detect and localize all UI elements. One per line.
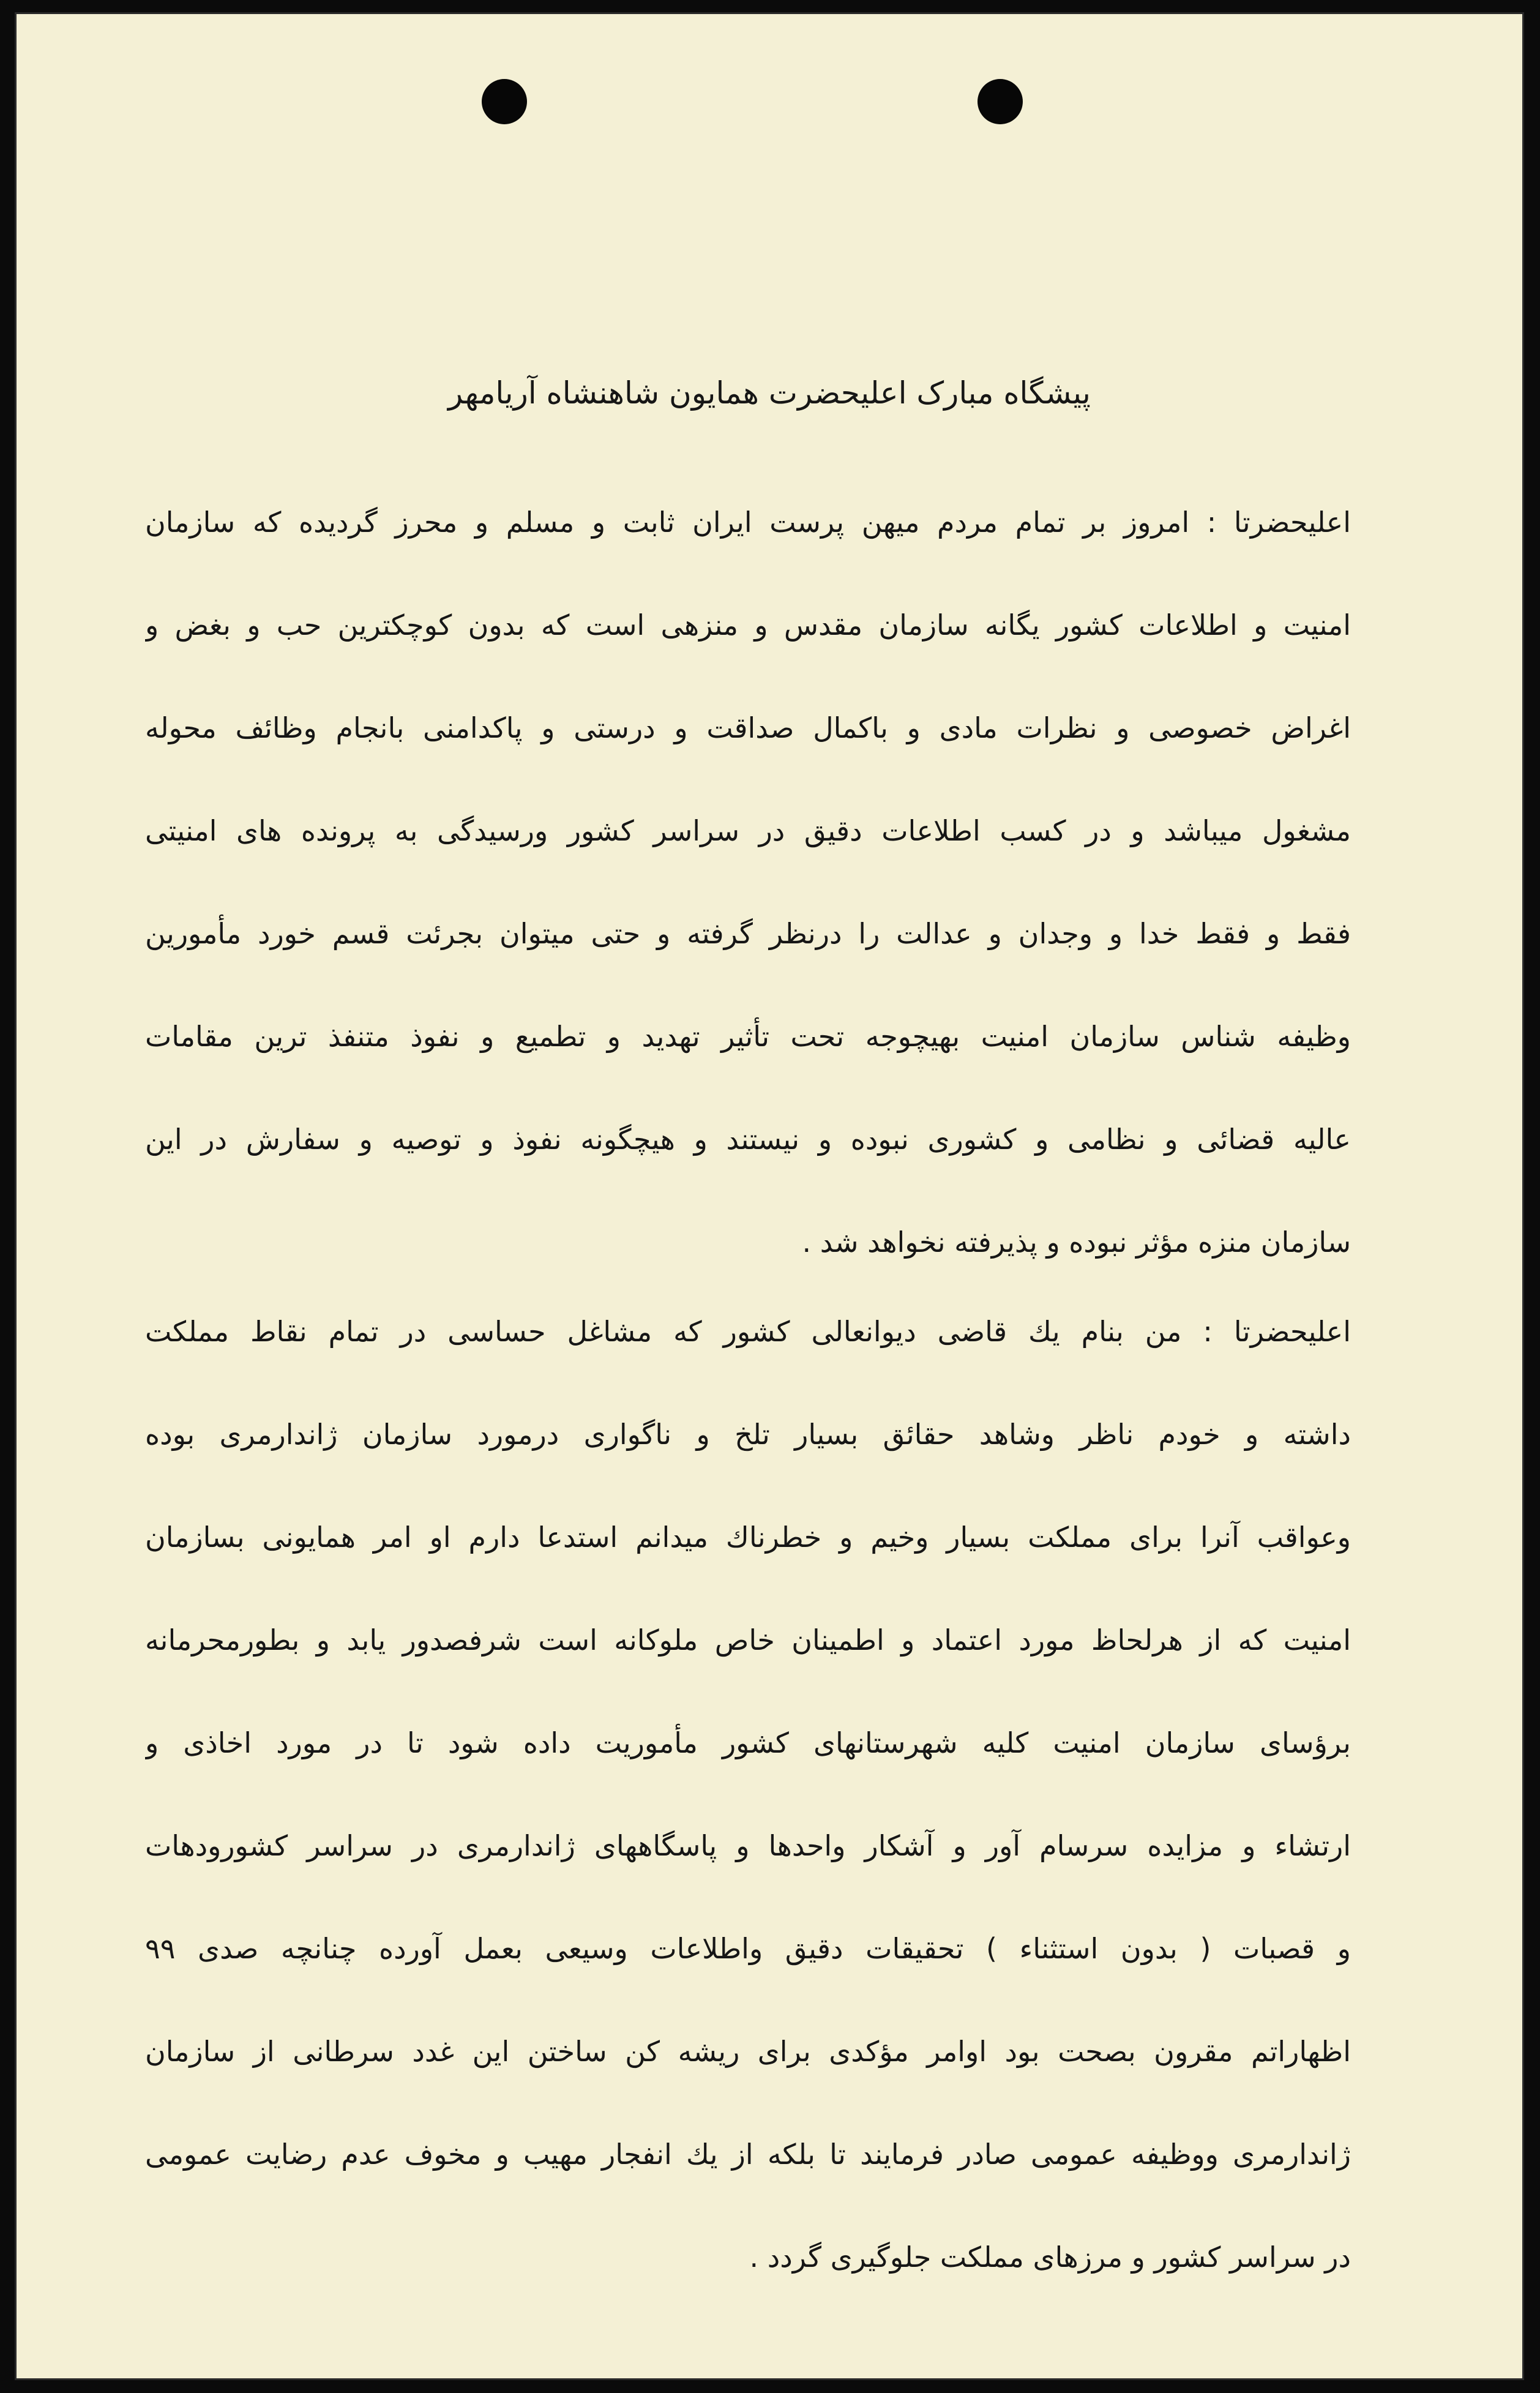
text-line: اعلیحضرتا : من بنام یك قاضی دیوانعالی کشور که مشاغل حساسی در تمام نقاط مملکت — [145, 1315, 1351, 1348]
document-title: پیشگاه مبارک اعلیحضرت همایون شاهنشاه آریامهر — [448, 375, 1091, 411]
text-line: سازمان منزه مؤثر نبوده و پذیرفته نخواهد شد . — [802, 1226, 1351, 1259]
text-line: امنیت که از هرلحاظ مورد اعتماد و اطمینان خاص ملوکانه است شرفصدور یابد و بطورمحرمانه — [145, 1623, 1351, 1657]
text-line: امنیت و اطلاعات کشور یگانه سازمان مقدس و منزهی است که بدون کوچکترین حب و بغض و — [145, 609, 1351, 642]
text-line: اعلیحضرتا : امروز بر تمام مردم میهن پرست ایران ثابت و مسلم و محرز گردیده که سازمان — [145, 506, 1351, 539]
text-line: اظهاراتم مقرون بصحت بود اوامر مؤکدی برای ریشه کن ساختن این غدد سرطانی از سازمان — [145, 2035, 1351, 2068]
text-line: فقط و فقط خدا و وجدان و عدالت را درنظر گرفته و حتی میتوان بجرئت قسم خورد مأمورین — [145, 917, 1351, 950]
paragraph-2 — [145, 1301, 1351, 2329]
text-line: مشغول میباشد و در کسب اطلاعات دقیق در سراسر کشور ورسیدگی به پرونده های امنیتی — [145, 814, 1351, 847]
text-line: اغراض خصوصی و نظرات مادی و باکمال صداقت و درستی و پاکدامنی بانجام وظائف محوله — [145, 711, 1351, 744]
text-line: ژاندارمری ووظیفه عمومی صادر فرمایند تا بلکه از یك انفجار مهیب و مخوف عدم رضایت عمومی — [145, 2138, 1351, 2171]
text-line: عالیه قضائی و نظامی و کشوری نبوده و نیستند و هیچگونه نفوذ و توصیه و سفارش در این — [145, 1123, 1351, 1156]
text-line: وظیفه شناس سازمان امنیت بهیچوجه تحت تأثیر تهدید و تطمیع و نفوذ متنفذ ترین مقامات — [145, 1020, 1351, 1053]
text-line: داشته و خودم ناظر وشاهد حقائق بسیار تلخ و ناگواری درمورد سازمان ژاندارمری بوده — [145, 1418, 1351, 1451]
punch-hole-right — [977, 79, 1023, 124]
letter-body — [145, 492, 1351, 2329]
text-line: وعواقب آنرا برای مملکت بسیار وخیم و خطرناك میدانم استدعا دارم او امر همایونی بسازمان — [145, 1521, 1351, 1554]
document-page — [15, 12, 1524, 2380]
text-line: ارتشاء و مزایده سرسام آور و آشکار واحدها و پاسگاههای ژاندارمری در سراسر کشورودهات — [145, 1829, 1351, 1862]
text-line: و قصبات ( بدون استثناء ) تحقیقات دقیق واطلاعات وسیعی بعمل آورده چنانچه صدی ۹۹ — [145, 1932, 1351, 1965]
punch-hole-left — [482, 79, 527, 124]
paragraph-1 — [145, 492, 1351, 1314]
text-line: برؤسای سازمان امنیت کلیه شهرستانهای کشور مأموریت داده شود تا در مورد اخاذی و — [145, 1726, 1351, 1759]
text-line: در سراسر کشور و مرزهای مملکت جلوگیری گردد . — [749, 2241, 1351, 2274]
